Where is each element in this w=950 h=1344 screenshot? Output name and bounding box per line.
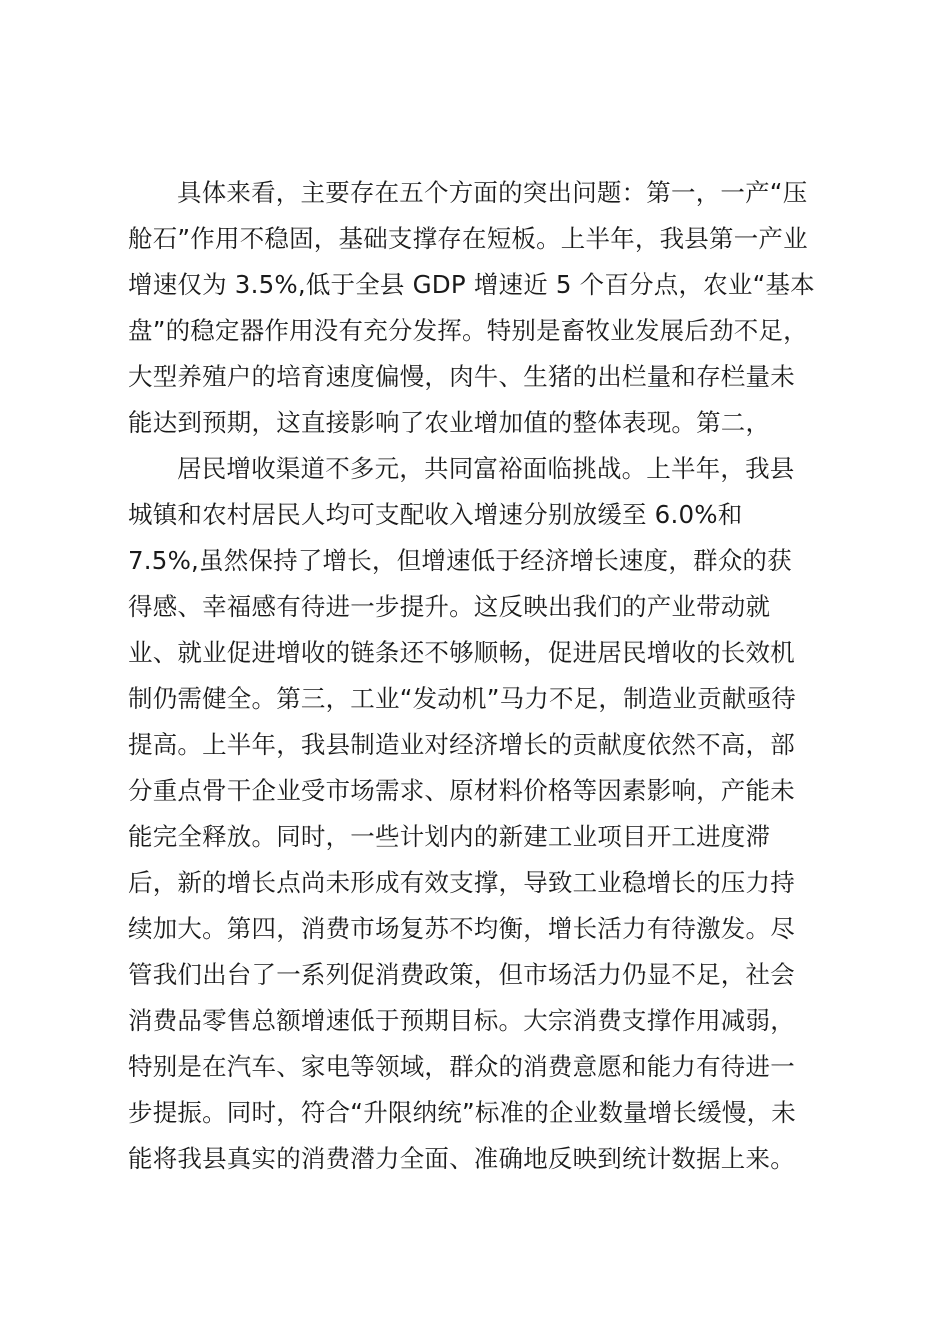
text-line: 得感、幸福感有待进一步提升。这反映出我们的产业带动就 bbox=[128, 592, 771, 621]
text-line: 提高。上半年，我县制造业对经济增长的贡献度依然不高，部 bbox=[128, 730, 795, 759]
text-line: 盘”的稳定器作用没有充分发挥。特别是畜牧业发展后劲不足， bbox=[128, 316, 808, 345]
text-line: 续加大。第四，消费市场复苏不均衡，增长活力有待激发。尽 bbox=[128, 914, 795, 943]
text-line: 分重点骨干企业受市场需求、原材料价格等因素影响，产能未 bbox=[128, 776, 795, 805]
text-line: 消费品零售总额增速低于预期目标。大宗消费支撑作用减弱， bbox=[128, 1006, 795, 1035]
text-line: 大型养殖户的培育速度偏慢，肉牛、生猪的出栏量和存栏量未 bbox=[128, 362, 795, 391]
text-line: 增速仅为 3.5%,低于全县 GDP 增速近 5 个百分点，农业“基本 bbox=[128, 270, 815, 299]
text-line: 具体来看，主要存在五个方面的突出问题：第一，一产“压 bbox=[177, 178, 808, 207]
text-line: 管我们出台了一系列促消费政策，但市场活力仍显不足，社会 bbox=[128, 960, 795, 989]
text-line: 能达到预期，这直接影响了农业增加值的整体表现。第二， bbox=[128, 408, 771, 437]
text-line: 业、就业促进增收的链条还不够顺畅，促进居民增收的长效机 bbox=[128, 638, 795, 667]
text-line: 后，新的增长点尚未形成有效支撑，导致工业稳增长的压力持 bbox=[128, 868, 795, 897]
text-line: 步提振。同时，符合“升限纳统”标准的企业数量增长缓慢，未 bbox=[128, 1098, 796, 1127]
text-line: 城镇和农村居民人均可支配收入增速分别放缓至 6.0%和 bbox=[128, 500, 743, 529]
text-line: 7.5%,虽然保持了增长，但增速低于经济增长速度，群众的获 bbox=[128, 546, 792, 575]
text-line: 能完全释放。同时，一些计划内的新建工业项目开工进度滞 bbox=[128, 822, 771, 851]
text-line: 能将我县真实的消费潜力全面、准确地反映到统计数据上来。 bbox=[128, 1144, 795, 1173]
text-line: 特别是在汽车、家电等领域，群众的消费意愿和能力有待进一 bbox=[128, 1052, 795, 1081]
text-line: 舱石”作用不稳固，基础支撑存在短板。上半年，我县第一产业 bbox=[128, 224, 808, 253]
text-line: 居民增收渠道不多元，共同富裕面临挑战。上半年，我县 bbox=[177, 454, 795, 483]
text-line: 制仍需健全。第三，工业“发动机”马力不足，制造业贡献亟待 bbox=[128, 684, 796, 713]
